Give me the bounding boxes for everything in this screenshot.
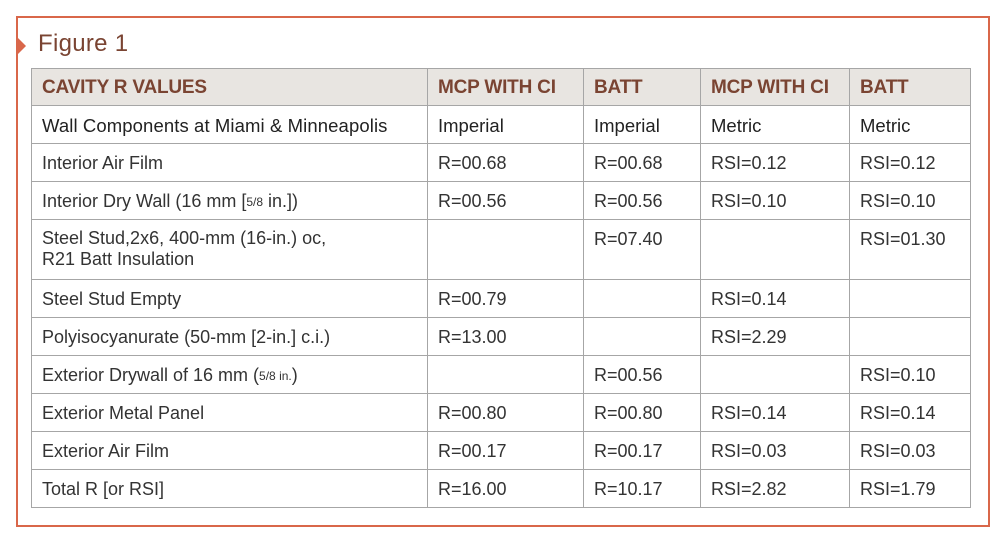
figure-marker-icon: [16, 36, 26, 56]
mcp-imperial-cell: R=00.68: [428, 144, 584, 182]
component-cell: [32, 355, 428, 393]
header-row: [32, 69, 971, 106]
component-cell: Polyisocyanurate (50-mm [2-in.] c.i.): [32, 317, 428, 355]
header-mcp-with-ci-metric: MCP WITH CI: [701, 69, 850, 106]
mcp-metric-cell: RSI=2.82: [701, 469, 850, 507]
mcp-imperial-cell: R=00.56: [428, 182, 584, 220]
component-line-2: R21 Batt Insulation: [42, 249, 195, 270]
mcp-imperial-cell: [428, 220, 584, 280]
fraction-text: 5/8 in.: [259, 368, 292, 383]
table-row: [32, 355, 971, 393]
batt-imperial-cell: R=10.17: [584, 469, 701, 507]
mcp-metric-cell: RSI=2.29: [701, 317, 850, 355]
batt-metric-cell: RSI=01.30: [850, 220, 971, 280]
r-values-table: [31, 68, 971, 508]
component-cell: Exterior Air Film: [32, 431, 428, 469]
table-row: [32, 469, 971, 507]
batt-imperial-cell: R=00.80: [584, 393, 701, 431]
subheader-row: [32, 106, 971, 144]
batt-metric-cell: RSI=0.10: [850, 182, 971, 220]
mcp-imperial-cell: R=00.17: [428, 431, 584, 469]
subheader-metric-batt: Metric: [850, 106, 971, 144]
mcp-imperial-cell: R=13.00: [428, 317, 584, 355]
mcp-metric-cell: [701, 220, 850, 280]
table-row: [32, 220, 971, 280]
component-text: Exterior Drywall of 16 mm (: [42, 364, 260, 385]
subheader-imperial-mcp: Imperial: [428, 106, 584, 144]
mcp-metric-cell: RSI=0.14: [701, 280, 850, 317]
component-cell: [32, 220, 428, 280]
component-cell: Interior Air Film: [32, 144, 428, 182]
batt-imperial-cell: R=00.17: [584, 431, 701, 469]
batt-metric-cell: RSI=0.10: [850, 355, 971, 393]
mcp-imperial-cell: [428, 355, 584, 393]
component-cell: Steel Stud Empty: [32, 280, 428, 317]
fraction-text: 5/8: [246, 195, 264, 210]
header-batt-imperial: BATT: [584, 69, 701, 106]
component-text-end: ): [291, 364, 298, 385]
header-cavity-r-values: CAVITY R VALUES: [32, 69, 428, 106]
mcp-metric-cell: RSI=0.03: [701, 431, 850, 469]
batt-imperial-cell: R=00.56: [584, 182, 701, 220]
batt-imperial-cell: R=00.56: [584, 355, 701, 393]
table-row: [32, 280, 971, 317]
table-row: [32, 182, 971, 220]
batt-imperial-cell: R=00.68: [584, 144, 701, 182]
subheader-wall-components: Wall Components at Miami & Minneapolis: [32, 106, 428, 144]
batt-metric-cell: RSI=0.03: [850, 431, 971, 469]
mcp-metric-cell: RSI=0.14: [701, 393, 850, 431]
batt-imperial-cell: R=07.40: [584, 220, 701, 280]
table-row: [32, 144, 971, 182]
component-cell: [32, 182, 428, 220]
header-batt-metric: BATT: [850, 69, 971, 106]
component-text-end: in.]): [263, 191, 299, 212]
batt-metric-cell: [850, 317, 971, 355]
batt-imperial-cell: [584, 317, 701, 355]
table-row: [32, 317, 971, 355]
component-cell: Exterior Metal Panel: [32, 393, 428, 431]
component-line-1: Steel Stud,2x6, 400-mm (16-in.) oc,: [42, 228, 327, 249]
batt-metric-cell: RSI=0.12: [850, 144, 971, 182]
mcp-metric-cell: [701, 355, 850, 393]
batt-metric-cell: RSI=1.79: [850, 469, 971, 507]
mcp-imperial-cell: R=00.79: [428, 280, 584, 317]
subheader-metric-mcp: Metric: [701, 106, 850, 144]
batt-imperial-cell: [584, 280, 701, 317]
mcp-metric-cell: RSI=0.12: [701, 144, 850, 182]
header-mcp-with-ci-imperial: MCP WITH CI: [428, 69, 584, 106]
batt-metric-cell: [850, 280, 971, 317]
table-row: [32, 393, 971, 431]
component-cell: Total R [or RSI]: [32, 469, 428, 507]
figure-title: Figure 1: [38, 30, 129, 57]
mcp-metric-cell: RSI=0.10: [701, 182, 850, 220]
subheader-imperial-batt: Imperial: [584, 106, 701, 144]
component-text: Interior Dry Wall (16 mm [: [42, 191, 247, 212]
mcp-imperial-cell: R=00.80: [428, 393, 584, 431]
table-row: [32, 431, 971, 469]
batt-metric-cell: RSI=0.14: [850, 393, 971, 431]
mcp-imperial-cell: R=16.00: [428, 469, 584, 507]
